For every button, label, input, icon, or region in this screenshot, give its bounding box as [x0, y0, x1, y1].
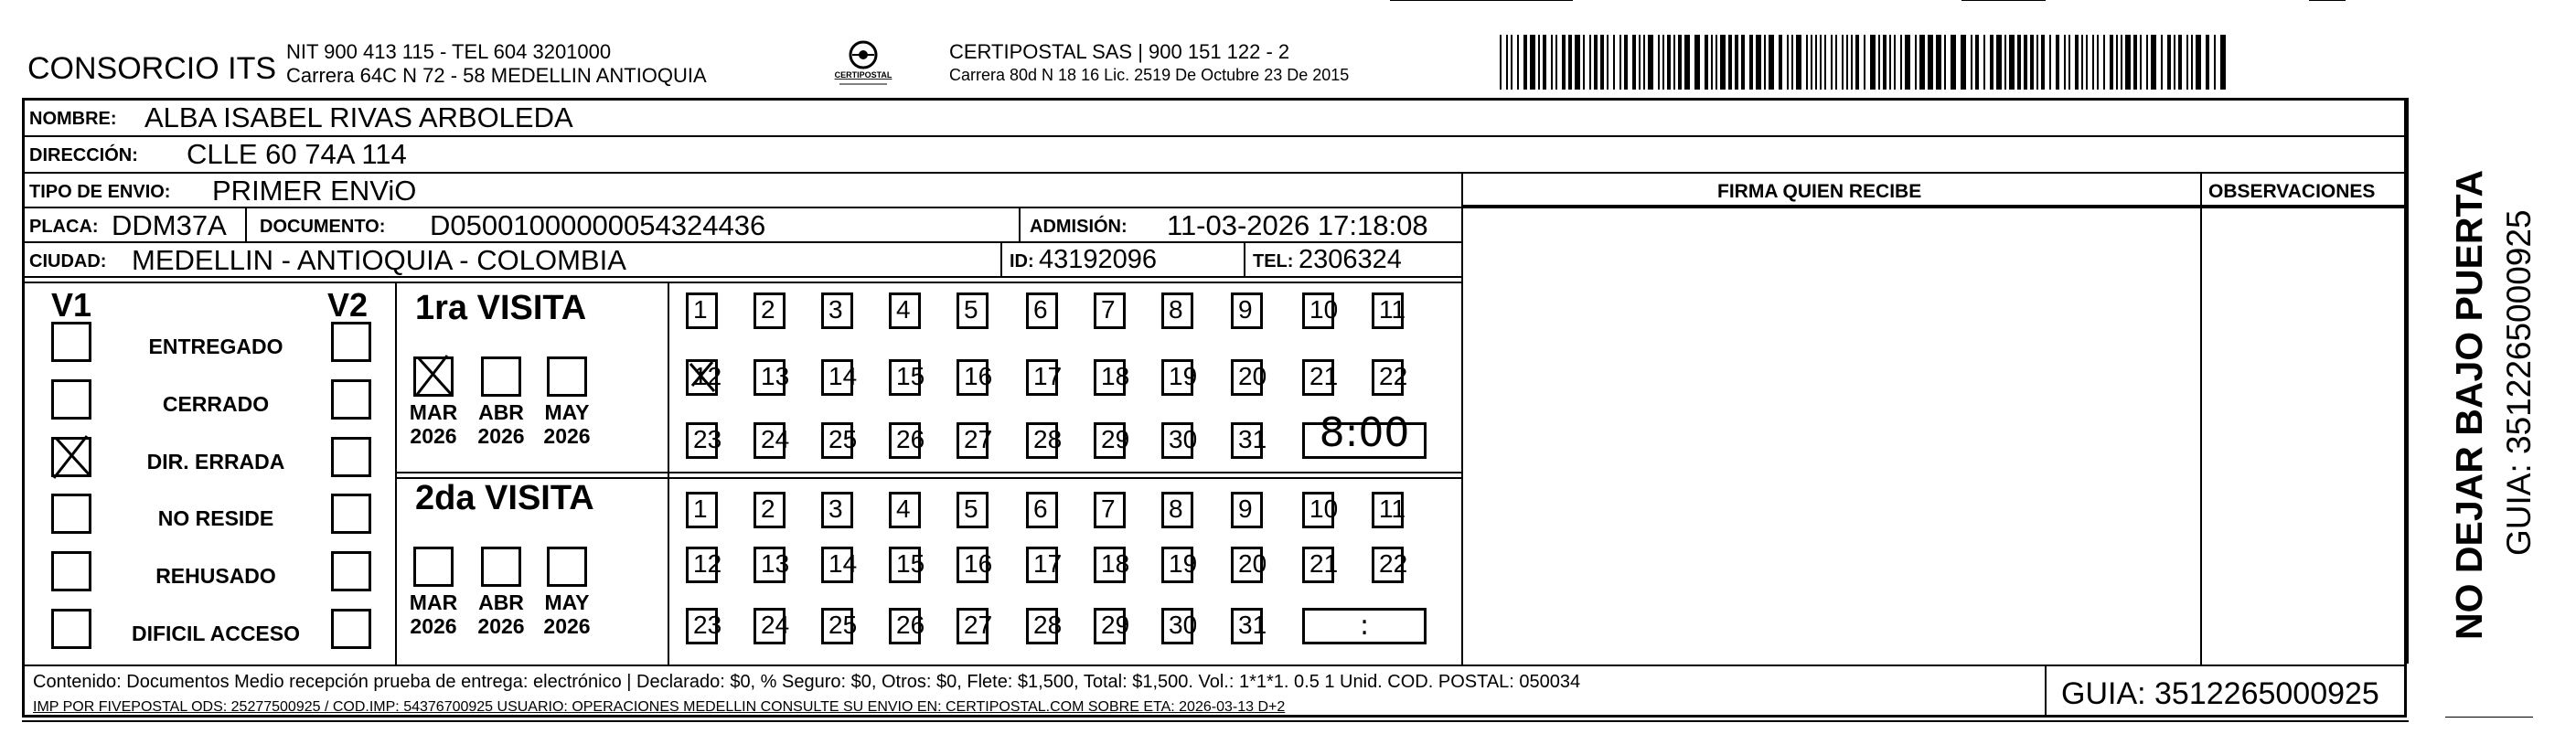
- reason-label: REHUSADO: [155, 564, 276, 588]
- day-15[interactable]: 15: [889, 547, 921, 583]
- barcode-bar: [1575, 35, 1580, 90]
- barcode-bar: [1583, 35, 1585, 90]
- barcode-bar: [1791, 35, 1793, 90]
- barcode-bar: [1983, 35, 1985, 90]
- footer-contenido: Contenido: Documentos Medio recepción prueba de entrega: electrónico | Declarado: $0, % Seguro: $0, Otros: $0, Flete: $1,500, Total: $1,500. Vol.: 1*1*1. 0.5 1 Unid. COD. POSTAL: 050034: [33, 672, 1581, 692]
- day-20[interactable]: 20: [1231, 547, 1263, 583]
- reason-label: DIFICIL ACCESO: [131, 622, 300, 645]
- day-23[interactable]: 23: [686, 422, 718, 459]
- month-checkbox[interactable]: [547, 356, 587, 397]
- barcode-bar: [1806, 35, 1808, 90]
- barcode-bar: [1919, 35, 1925, 90]
- barcode-bar: [1667, 35, 1671, 90]
- barcode-bar: [1831, 35, 1833, 90]
- day-6[interactable]: 6: [1026, 292, 1058, 329]
- v2-checkbox[interactable]: [331, 379, 371, 420]
- day-2[interactable]: 2: [754, 492, 786, 528]
- barcode-bar: [2146, 35, 2148, 90]
- barcode-bar: [1842, 35, 1844, 90]
- barcode-bar: [2009, 35, 2015, 90]
- reason-label: NO RESIDE: [157, 506, 274, 530]
- barcode-bar: [1562, 35, 1566, 90]
- reason-label: CERRADO: [162, 392, 270, 416]
- barcode-bar: [1811, 35, 1812, 90]
- time-field[interactable]: 8:00: [1302, 422, 1427, 459]
- footer-guia: GUIA: 3512265000925: [2061, 676, 2379, 711]
- row-divider: [22, 135, 2407, 137]
- row-divider: [1461, 205, 2407, 207]
- barcode-bar: [2097, 35, 2099, 90]
- ciudad-label: CIUDAD:: [29, 251, 107, 271]
- barcode-bar: [1720, 35, 1726, 90]
- barcode-bar: [1815, 35, 1817, 90]
- barcode-bar: [2068, 35, 2070, 90]
- footer-divider: [22, 665, 2407, 666]
- barcode-bar: [2133, 35, 2137, 90]
- month-checkbox[interactable]: [413, 547, 454, 587]
- month-name: MAY: [544, 590, 590, 614]
- day-15[interactable]: 15: [889, 359, 921, 396]
- barcode-bar: [1835, 35, 1837, 90]
- barcode-bar: [2167, 35, 2171, 90]
- barcode-bar: [1523, 35, 1527, 90]
- month-label: [404, 400, 463, 449]
- barcode-bar: [1643, 35, 1645, 90]
- month-year: 2026: [543, 424, 591, 449]
- day-29[interactable]: 29: [1094, 422, 1126, 459]
- day-20[interactable]: 20: [1231, 359, 1263, 396]
- barcode-bar: [1555, 35, 1557, 90]
- barcode-bar: [2140, 35, 2142, 90]
- v1-checkbox[interactable]: [51, 437, 91, 477]
- v1-header: V1: [51, 286, 92, 324]
- day-26[interactable]: 26: [889, 422, 921, 459]
- tel-value: 2306324: [1299, 245, 1402, 274]
- barcode-bar: [1600, 35, 1604, 90]
- barcode-bar: [1506, 35, 1508, 90]
- barcode-bar: [1594, 35, 1598, 90]
- barcode-bar: [1624, 35, 1628, 90]
- ciudad-value: MEDELLIN - ANTIOQUIA - COLOMBIA: [132, 244, 626, 276]
- barcode-bar: [1511, 35, 1512, 90]
- barcode-bar: [2075, 35, 2079, 90]
- barcode-bar: [2004, 35, 2006, 90]
- month-name: MAR: [409, 400, 458, 424]
- footer-imp: IMP POR FIVEPOSTAL ODS: 25277500925 / COD.IMP: 54376700925 USUARIO: OPERACIONES MEDELLIN CONSULTE SU ENVIO EN: CERTIPOSTAL.COM SOBRE ETA: 2026-03-13 D+2: [33, 699, 1286, 715]
- time-field[interactable]: :: [1302, 608, 1427, 644]
- check-mark-icon: [412, 354, 454, 396]
- month-label: [538, 590, 596, 639]
- barcode-bar: [1662, 35, 1664, 90]
- tipo-value: PRIMER ENViO: [212, 175, 417, 207]
- barcode-bar: [1658, 35, 1660, 90]
- day-23[interactable]: 23: [686, 608, 718, 644]
- barcode-bar: [2186, 35, 2188, 90]
- barcode-bar: [1975, 35, 1979, 90]
- check-mark-icon: [687, 358, 718, 395]
- barcode-bar: [1735, 35, 1738, 90]
- barcode-bar: [1779, 35, 1782, 90]
- barcode-bar: [2161, 35, 2163, 90]
- barcode-bar: [1639, 35, 1641, 90]
- tel-label: TEL:: [1253, 251, 1294, 271]
- barcode-bar: [1769, 35, 1774, 90]
- month-name: ABR: [478, 590, 524, 614]
- day-24[interactable]: 24: [754, 608, 786, 644]
- row-divider: [22, 207, 2407, 208]
- barcode-bar: [1716, 35, 1717, 90]
- field-divider: [1244, 241, 1245, 278]
- barcode-bar: [1705, 35, 1708, 90]
- barcode-bar: [1905, 35, 1910, 90]
- barcode-bar: [1589, 35, 1591, 90]
- barcode-bar: [1678, 35, 1682, 90]
- company-address: Carrera 64C N 72 - 58 MEDELLIN ANTIOQUIA: [286, 64, 707, 87]
- check-mark-icon: [50, 434, 94, 478]
- barcode-bar: [1543, 35, 1546, 90]
- visit2-title: 2da VISITA: [415, 479, 594, 517]
- id-value: 43192096: [1039, 245, 1158, 274]
- barcode-bar: [1684, 35, 1690, 90]
- day-19[interactable]: 19: [1161, 547, 1193, 583]
- firma-header: FIRMA QUIEN RECIBE: [1717, 181, 1922, 202]
- day-13[interactable]: 13: [754, 547, 786, 583]
- day-1[interactable]: 1: [686, 292, 718, 329]
- barcode-bar: [2125, 35, 2131, 90]
- barcode-bar: [1764, 35, 1766, 90]
- barcode-bar: [1928, 35, 1933, 90]
- column-divider: [2407, 98, 2409, 664]
- v2-checkbox[interactable]: [331, 437, 371, 477]
- day-27[interactable]: 27: [957, 422, 989, 459]
- tipo-label: TIPO DE ENVIO:: [29, 182, 171, 202]
- column-divider: [1461, 172, 1463, 665]
- barcode-bar: [2174, 35, 2175, 90]
- barcode-bar: [1915, 35, 1917, 90]
- documento-value: D05001000000054324436: [430, 209, 766, 241]
- month-year: 2026: [410, 614, 457, 639]
- v2-checkbox[interactable]: [331, 609, 371, 649]
- day-5[interactable]: 5: [957, 492, 989, 528]
- field-divider: [1000, 241, 1002, 278]
- barcode-bar: [1894, 35, 1896, 90]
- admision-label: ADMISIÓN:: [1030, 217, 1128, 237]
- barcode-bar: [2196, 35, 2201, 90]
- v2-checkbox[interactable]: [331, 551, 371, 591]
- barcode-bar: [1749, 35, 1753, 90]
- carrier-line: CERTIPOSTAL SAS | 900 151 122 - 2: [949, 40, 1290, 63]
- day-29[interactable]: 29: [1094, 608, 1126, 644]
- visit-row-divider: [395, 472, 1461, 473]
- day-7[interactable]: 7: [1094, 492, 1126, 528]
- barcode-bar: [2116, 35, 2118, 90]
- nombre-label: NOMBRE:: [29, 109, 117, 129]
- barcode-bar: [1632, 35, 1636, 90]
- day-28[interactable]: 28: [1026, 608, 1058, 644]
- v2-checkbox[interactable]: [331, 494, 371, 534]
- barcode-bar: [1889, 35, 1891, 90]
- day-2[interactable]: 2: [754, 292, 786, 329]
- barcode-bar: [1607, 35, 1609, 90]
- barcode-bar: [1824, 35, 1826, 90]
- month-checkbox[interactable]: [413, 356, 454, 397]
- barcode-bar: [1619, 35, 1621, 90]
- barcode-bar: [1648, 35, 1653, 90]
- barcode-bar: [1530, 35, 1535, 90]
- barcode-bar: [2206, 35, 2209, 90]
- certipostal-logo-icon: [830, 37, 896, 93]
- barcode-bar: [1971, 35, 1972, 90]
- day-10[interactable]: 10: [1302, 292, 1334, 329]
- month-checkbox[interactable]: [481, 547, 521, 587]
- direccion-value: CLLE 60 74A 114: [187, 138, 407, 170]
- logo-wordmark: CERTIPOSTAL: [834, 70, 893, 80]
- day-27[interactable]: 27: [957, 608, 989, 644]
- observaciones-header: OBSERVACIONES: [2208, 181, 2376, 202]
- barcode-bar: [1728, 35, 1732, 90]
- day-18[interactable]: 18: [1094, 359, 1126, 396]
- side-warning: NO DEJAR BAJO PUERTA: [2448, 169, 2490, 640]
- barcode-bar: [1711, 35, 1713, 90]
- column-divider: [2200, 172, 2202, 665]
- day-7[interactable]: 7: [1094, 292, 1126, 329]
- barcode-bar: [1846, 35, 1848, 90]
- barcode-bar: [1787, 35, 1789, 90]
- top-edge-line: [1390, 0, 1573, 1]
- month-name: ABR: [478, 400, 524, 424]
- barcode-bar: [1673, 35, 1675, 90]
- day-31[interactable]: 31: [1231, 422, 1263, 459]
- barcode-bar: [2092, 35, 2094, 90]
- barcode-bar: [1756, 35, 1761, 90]
- barcode-bar: [2214, 35, 2216, 90]
- barcode-bar: [1851, 35, 1853, 90]
- month-name: MAR: [409, 590, 458, 614]
- day-24[interactable]: 24: [754, 422, 786, 459]
- barcode-bar: [1900, 35, 1902, 90]
- day-10[interactable]: 10: [1302, 492, 1334, 528]
- v1-checkbox[interactable]: [51, 322, 91, 362]
- month-label: [404, 590, 463, 639]
- barcode-bar: [2103, 35, 2105, 90]
- nit-line: NIT 900 413 115 - TEL 604 3201000: [286, 40, 612, 63]
- barcode-bar: [2064, 35, 2066, 90]
- field-divider: [245, 207, 247, 243]
- day-1[interactable]: 1: [686, 492, 718, 528]
- barcode-bar: [2220, 35, 2226, 90]
- direccion-label: DIRECCIÓN:: [29, 145, 138, 165]
- month-year: 2026: [477, 424, 525, 449]
- barcode-bar: [2178, 35, 2182, 90]
- barcode-bar: [2121, 35, 2122, 90]
- month-name: MAY: [544, 400, 590, 424]
- v1-checkbox[interactable]: [51, 609, 91, 649]
- reason-label: ENTREGADO: [148, 335, 283, 358]
- barcode-bar: [2191, 35, 2193, 90]
- barcode-bar: [1820, 35, 1822, 90]
- day-17[interactable]: 17: [1026, 547, 1058, 583]
- top-edge-line: [1961, 0, 2046, 1]
- nombre-value: ALBA ISABEL RIVAS ARBOLEDA: [144, 101, 573, 133]
- field-divider: [1019, 207, 1021, 243]
- day-4[interactable]: 4: [889, 492, 921, 528]
- barcode-bar: [1870, 35, 1876, 90]
- v1-checkbox[interactable]: [51, 379, 91, 420]
- barcode-bar: [2151, 35, 2156, 90]
- month-year: 2026: [410, 424, 457, 449]
- barcode-bar: [1741, 35, 1745, 90]
- barcode-bar: [1961, 35, 1966, 90]
- day-4[interactable]: 4: [889, 292, 921, 329]
- barcode-bar: [1883, 35, 1887, 90]
- row-divider: [22, 172, 2407, 174]
- barcode-bar: [1517, 35, 1519, 90]
- placa-value: DDM37A: [112, 209, 227, 241]
- v2-header: V2: [327, 286, 369, 324]
- documento-label: DOCUMENTO:: [260, 217, 386, 237]
- reason-label: DIR. ERRADA: [146, 450, 285, 473]
- barcode-bar: [1936, 35, 1941, 90]
- barcode-bar: [2017, 35, 2021, 90]
- day-14[interactable]: 14: [821, 547, 853, 583]
- day-25[interactable]: 25: [821, 608, 853, 644]
- barcode-bar: [1568, 35, 1572, 90]
- day-8[interactable]: 8: [1161, 492, 1193, 528]
- company-name: CONSORCIO ITS: [27, 51, 277, 86]
- bottom-right-line: [2445, 717, 2533, 718]
- day-22[interactable]: 22: [1372, 359, 1404, 396]
- footer-guia-divider: [2045, 665, 2047, 718]
- day-16[interactable]: 16: [957, 359, 989, 396]
- day-11[interactable]: 11: [1372, 492, 1404, 528]
- certipostal-logo: [830, 37, 896, 93]
- barcode-bar: [1551, 35, 1553, 90]
- barcode-bar: [2036, 35, 2038, 90]
- month-label: [538, 400, 596, 449]
- side-guia: GUIA: 3512265000925: [2500, 209, 2538, 556]
- barcode-bar: [2056, 35, 2059, 90]
- month-checkbox[interactable]: [481, 356, 521, 397]
- v1-checkbox[interactable]: [51, 551, 91, 591]
- placa-label: PLACA:: [29, 217, 99, 237]
- day-21[interactable]: 21: [1302, 359, 1334, 396]
- barcode-bar: [1694, 35, 1700, 90]
- day-13[interactable]: 13: [754, 359, 786, 396]
- day-14[interactable]: 14: [821, 359, 853, 396]
- month-label: [472, 590, 530, 639]
- v2-checkbox[interactable]: [331, 322, 371, 362]
- barcode-bar: [1796, 35, 1801, 90]
- barcode-bar: [2024, 35, 2027, 90]
- top-edge-line: [2309, 0, 2346, 1]
- day-3[interactable]: 3: [821, 292, 853, 329]
- barcode-bar: [2081, 35, 2083, 90]
- row-divider: [22, 282, 1461, 283]
- barcode-bar: [2086, 35, 2088, 90]
- barcode-bar: [2030, 35, 2034, 90]
- day-30[interactable]: 30: [1161, 608, 1193, 644]
- day-22[interactable]: 22: [1372, 547, 1404, 583]
- barcode-bar: [1855, 35, 1859, 90]
- barcode-bar: [1944, 35, 1946, 90]
- admision-value: 11-03-2026 17:18:08: [1167, 209, 1428, 241]
- barcode-bar: [1864, 35, 1865, 90]
- v1-checkbox[interactable]: [51, 494, 91, 534]
- day-12[interactable]: 12: [686, 359, 718, 396]
- day-26[interactable]: 26: [889, 608, 921, 644]
- barcode-bar: [2110, 35, 2113, 90]
- day-18[interactable]: 18: [1094, 547, 1126, 583]
- barcode-bar: [1990, 35, 1993, 90]
- day-25[interactable]: 25: [821, 422, 853, 459]
- license-line: Carrera 80d N 18 16 Lic. 2519 De Octubre 23 De 2015: [949, 66, 1350, 84]
- barcode-bar: [2049, 35, 2051, 90]
- barcode-bar: [1951, 35, 1956, 90]
- day-5[interactable]: 5: [957, 292, 989, 329]
- barcode-bar: [1996, 35, 2002, 90]
- day-6[interactable]: 6: [1026, 492, 1058, 528]
- barcode-bar: [1613, 35, 1615, 90]
- day-19[interactable]: 19: [1161, 359, 1193, 396]
- month-checkbox[interactable]: [547, 547, 587, 587]
- month-year: 2026: [543, 614, 591, 639]
- day-30[interactable]: 30: [1161, 422, 1193, 459]
- day-9[interactable]: 9: [1231, 492, 1263, 528]
- day-31[interactable]: 31: [1231, 608, 1263, 644]
- bottom-edge-line: [22, 720, 2409, 722]
- visit1-title: 1ra VISITA: [415, 289, 587, 327]
- day-16[interactable]: 16: [957, 547, 989, 583]
- day-21[interactable]: 21: [1302, 547, 1334, 583]
- month-label: [472, 400, 530, 449]
- barcode-bar: [1538, 35, 1540, 90]
- barcode: [1500, 35, 2228, 90]
- barcode-bar: [2041, 35, 2045, 90]
- day-11[interactable]: 11: [1372, 292, 1404, 329]
- month-year: 2026: [477, 614, 525, 639]
- day-9[interactable]: 9: [1231, 292, 1263, 329]
- barcode-graphic: [1500, 35, 2228, 90]
- day-3[interactable]: 3: [821, 492, 853, 528]
- day-28[interactable]: 28: [1026, 422, 1058, 459]
- day-8[interactable]: 8: [1161, 292, 1193, 329]
- day-12[interactable]: 12: [686, 547, 718, 583]
- barcode-bar: [1500, 35, 1502, 90]
- barcode-bar: [1878, 35, 1880, 90]
- id-label: ID:: [1010, 251, 1034, 271]
- day-17[interactable]: 17: [1026, 359, 1058, 396]
